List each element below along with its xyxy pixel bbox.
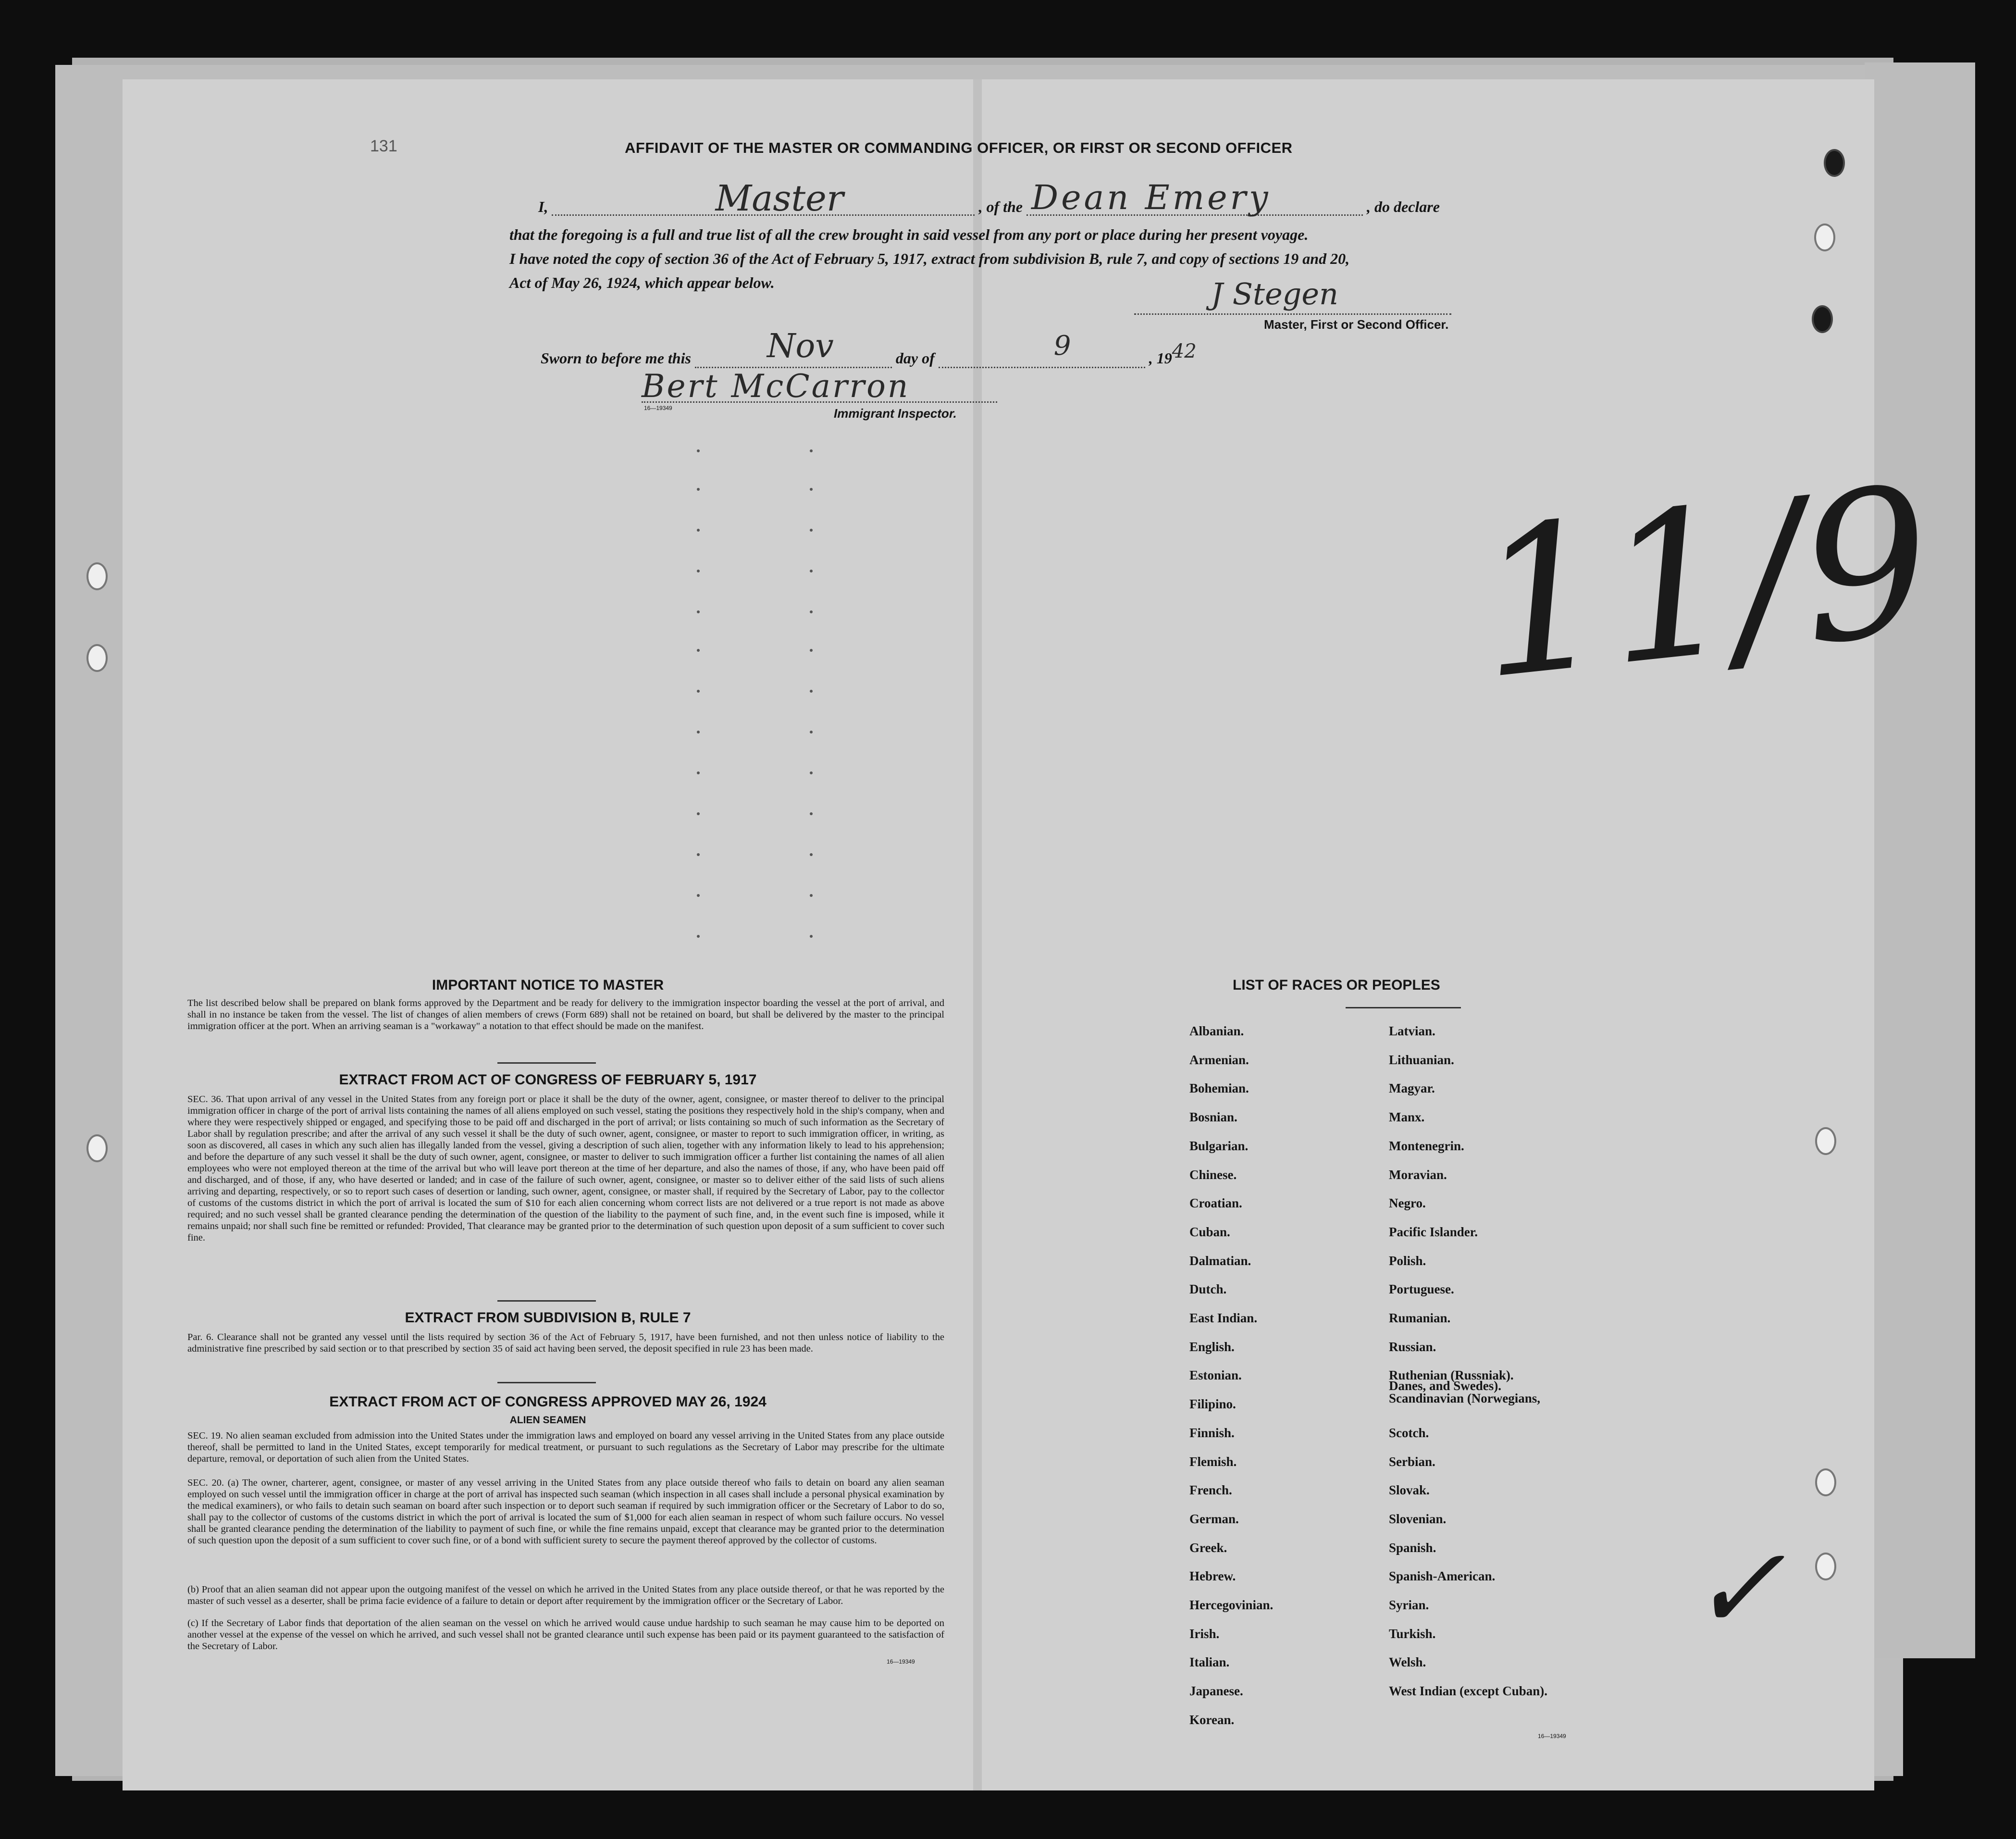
race-item: Turkish. xyxy=(1389,1626,1436,1641)
race-item: Flemish. xyxy=(1189,1454,1237,1469)
master-signature: J Stegen xyxy=(1211,276,1338,311)
notice-heading: IMPORTANT NOTICE TO MASTER xyxy=(432,977,664,993)
race-item: Polish. xyxy=(1389,1253,1426,1268)
faint-dot xyxy=(697,853,700,856)
faint-dot xyxy=(810,731,813,733)
race-item: Rumanian. xyxy=(1389,1311,1451,1325)
race-item: English. xyxy=(1189,1339,1235,1354)
race-item: Japanese. xyxy=(1189,1684,1243,1699)
race-item: Albanian. xyxy=(1189,1024,1244,1038)
rule-7-heading: EXTRACT FROM SUBDIVISION B, RULE 7 xyxy=(405,1310,691,1326)
race-item: Irish. xyxy=(1189,1626,1220,1641)
faint-dot xyxy=(810,690,813,693)
punch-hole xyxy=(1815,1127,1836,1155)
sworn-month-field xyxy=(695,327,892,368)
race-item: Negro. xyxy=(1389,1196,1426,1211)
faint-dot xyxy=(810,449,813,452)
race-item: Montenegrin. xyxy=(1389,1138,1464,1153)
right-edge-sheet xyxy=(1865,62,1975,1658)
center-fold xyxy=(973,79,982,1790)
sworn-month-handwritten: Nov xyxy=(767,327,834,365)
check-mark: ✓ xyxy=(1689,1521,1786,1656)
sec-20b-body: (b) Proof that an alien seaman did not appear upon the outgoing manifest of the vessel on which he arrived in the United States from any place outside thereof, or that he was reported by the master of such vessel as a deserter, shall be prima facie evidence of a failure to detain or deport after requirement by the immigration officer or the Secretary of Labor. xyxy=(187,1584,944,1606)
inspector-signature: Bert McCarron xyxy=(642,368,910,405)
divider xyxy=(497,1382,596,1383)
race-item: East Indian. xyxy=(1189,1311,1258,1325)
faint-dot xyxy=(697,610,700,613)
race-item: Finnish. xyxy=(1189,1425,1235,1440)
punch-hole xyxy=(1812,305,1833,333)
race-item: Estonian. xyxy=(1189,1368,1242,1383)
races-form-number: 16—19349 xyxy=(1538,1733,1566,1740)
year-prefix: , 19 xyxy=(1149,349,1172,367)
race-item: German. xyxy=(1189,1511,1239,1526)
extract-1917-body: SEC. 36. That upon arrival of any vessel in the United States from any foreign port or place it shall be the duty of the owner, agent, consignee, or master thereof to deliver to the principal immigration officer in charge of the port of arrival lists containing the names of all aliens employed on such vessel, stating the positions they respectively hold in the ship's company, when and where they were respectively shipped or engaged, and specifying those to be paid off and discharged in the port of arrival; or lists containing so much of such information as the Secretary of Labor shall by regulation prescribe; and after the arrival of any such vessel it shall be the duty of such owner, agent, consignee, or master to report to such immigration officer, in writing, as soon as discovered, all cases in which any such alien has illegally landed from the vessel, giving a description of such alien, together with any information likely to lead to his apprehension; and before the departure of any such vessel it shall be the duty of such owner, agent, consignee, or master to deliver to such immigration officer a further list containing the names of all alien employees who were not employed thereon at the time of the arrival but who will leave port thereon at the time of her departure, and also the names of those, if any, who have been paid off and discharged, and of those, if any, who have deserted or landed; and in case of the failure of such owner, agent, consignee, or master so to deliver either of the said lists of such aliens arriving and departing, respectively, or so to report such cases of desertion or landing, such owner, agent, consignee, or master shall, if required by the Secretary of Labor, pay to the collector of customs of the customs district in which the port of arrival is located the sum of $10 for each alien concerning whom correct lists are not delivered or a true report is not made as above required; and no such vessel shall be granted clearance pending the determination of the question of the liability to the payment of such fine, and, in the event such fine is imposed, while it remains unpaid; nor shall such fine be remitted or refunded: Provided, That clearance may be granted prior to the determination of such question upon deposit of a sum sufficient to cover such fine. xyxy=(187,1094,944,1243)
race-item: Bohemian. xyxy=(1189,1081,1249,1096)
race-item: Scandinavian (Norwegians, xyxy=(1389,1391,1541,1406)
document-page xyxy=(123,79,1942,1790)
race-item: Hercegovinian. xyxy=(1189,1598,1274,1612)
year-handwritten: 42 xyxy=(1172,340,1197,362)
declaration-line-3: I have noted the copy of section 36 of the Act of February 5, 1917, extract from subdivision B, rule 7, and copy of sections 19 and 20, xyxy=(509,250,1350,267)
faint-dot xyxy=(697,488,700,491)
of-the-label: , of the xyxy=(978,198,1023,215)
faint-dot xyxy=(810,570,813,572)
faint-dot xyxy=(697,449,700,452)
race-item: Ruthenian (Russniak). xyxy=(1389,1368,1514,1383)
master-name-handwritten: Master xyxy=(715,178,844,219)
race-item: Pacific Islander. xyxy=(1389,1224,1478,1239)
declaration-line-1 xyxy=(538,178,1595,219)
race-item: Cuban. xyxy=(1189,1224,1230,1239)
rule-7-body: Par. 6. Clearance shall not be granted any vessel until the lists required by section 36 of the Act of February 5, 1917, have been furnished, and not then unless notice of liability to the administrative fine prescribed by said section or to that prescribed by section 35 of said act having been served, the deposit specified in rule 23 has been made. xyxy=(187,1332,944,1354)
affidavit-title: AFFIDAVIT OF THE MASTER OR COMMANDING OFFICER, OR FIRST OR SECOND OFFICER xyxy=(625,139,1293,156)
extract-form-number: 16—19349 xyxy=(887,1658,915,1665)
race-item: West Indian (except Cuban). xyxy=(1389,1684,1548,1699)
race-item: Russian. xyxy=(1389,1339,1436,1354)
race-item: Dalmatian. xyxy=(1189,1253,1251,1268)
do-declare-label: , do declare xyxy=(1367,198,1440,215)
faint-dot xyxy=(810,853,813,856)
race-item: Armenian. xyxy=(1189,1052,1249,1067)
divider xyxy=(1346,1007,1461,1008)
faint-dot xyxy=(810,488,813,491)
stamp-number: 131 xyxy=(370,137,397,155)
date-annotation: 11/9 xyxy=(1466,443,1942,724)
affidavit-form-number: 16—19349 xyxy=(644,405,672,411)
master-name-field xyxy=(552,178,975,219)
day-of-label: day of xyxy=(895,349,935,367)
race-item: Filipino. xyxy=(1189,1397,1236,1412)
race-item: Syrian. xyxy=(1389,1598,1429,1612)
sec-19-body: SEC. 19. No alien seaman excluded from admission into the United States under the immigration laws and employed on board any vessel arriving in the United States from any place outside thereof, shall be permitted to land in the United States, except temporarily for medical treatment, or pursuant to such regulations as the Secretary of Labor may prescribe for the ultimate departure, removal, or deportation of such alien from the United States. xyxy=(187,1430,944,1464)
race-item: Welsh. xyxy=(1389,1655,1426,1670)
faint-dot xyxy=(697,812,700,815)
faint-dot xyxy=(810,894,813,897)
sworn-label: Sworn to before me this xyxy=(541,349,691,367)
race-item: Korean. xyxy=(1189,1712,1235,1727)
punch-hole xyxy=(1815,1468,1836,1496)
race-item: Hebrew. xyxy=(1189,1569,1236,1584)
race-item: Latvian. xyxy=(1389,1024,1435,1038)
divider xyxy=(497,1062,596,1064)
inspector-line xyxy=(642,401,997,403)
punch-hole xyxy=(87,644,108,672)
sworn-day-handwritten: 9 xyxy=(1053,330,1071,361)
race-item: Greek. xyxy=(1189,1540,1227,1555)
punch-hole xyxy=(1814,224,1835,251)
declaration-line-2: that the foregoing is a full and true list of all the crew brought in said vessel from any port or place during her present voyage. xyxy=(509,226,1309,243)
faint-dot xyxy=(697,894,700,897)
race-item: Slovak. xyxy=(1389,1483,1430,1498)
sec-20a-body: SEC. 20. (a) The owner, charterer, agent, consignee, or master of any vessel arriving in the United States from any place outside thereof who fails to detain on board any alien seaman employed on such vessel until the immigration officer in charge at the port of arrival has inspected such seaman (which inspection in all cases shall include a personal physical examination by the medical examiners), or who fails to detain such seaman on board after such inspection or to deport such seaman if required by such immigration officer or the Secretary of Labor to do so, shall pay to the collector of customs of the customs district in which the port of arrival is located the sum of $1,000 for each alien seaman in respect of whom such failure occurs. No vessel shall be granted clearance pending the determination of the liability to payment of such fine, or while the fine remains unpaid, except that clearance may be granted prior to the determination of such question upon the deposit of a sum sufficient to cover such fine, or of a bond with sufficient surety to secure the payment thereof approved by the collector of customs. xyxy=(187,1478,944,1546)
faint-dot xyxy=(697,935,700,938)
race-item: Bulgarian. xyxy=(1189,1138,1249,1153)
race-item: Croatian. xyxy=(1189,1196,1242,1211)
race-item: Manx. xyxy=(1389,1110,1425,1125)
race-item: Serbian. xyxy=(1389,1454,1435,1469)
race-item: Chinese. xyxy=(1189,1167,1237,1182)
notice-body: The list described below shall be prepared on blank forms approved by the Department and be ready for delivery to the immigration inspector boarding the vessel at the port of arrival, and shall in no instance be taken from the vessel. The list of changes of alien members of crews (Form 689) shall not be retained on board, but shall be delivered by the master to the principal immigration officer at the port. When an arriving seaman is a "workaway" a notation to that effect should be made on the manifest. xyxy=(187,998,944,1031)
punch-hole xyxy=(1824,149,1845,177)
sworn-line xyxy=(541,327,1406,368)
sworn-day-field xyxy=(939,330,1145,368)
alien-seamen-subheading: ALIEN SEAMEN xyxy=(509,1415,586,1426)
punch-hole xyxy=(87,562,108,590)
i-label: I, xyxy=(538,198,548,215)
signature-caption: Master, First or Second Officer. xyxy=(1264,317,1449,332)
divider xyxy=(497,1300,596,1302)
punch-hole xyxy=(87,1134,108,1162)
race-item: Portuguese. xyxy=(1389,1282,1454,1297)
race-item: Magyar. xyxy=(1389,1081,1435,1096)
races-heading: LIST OF RACES OR PEOPLES xyxy=(1233,977,1440,993)
sec-20c-body: (c) If the Secretary of Labor finds that deportation of the alien seaman on the vessel on which he arrived would cause undue hardship to such seaman he may cause him to be deported on another vessel at the expense of the vessel on which he arrived, and such vessel shall not be granted clearance until such expense has been paid or its payment guaranteed to the satisfaction of the Secretary of Labor. xyxy=(187,1618,944,1652)
race-item: Moravian. xyxy=(1389,1167,1447,1182)
inspector-caption: Immigrant Inspector. xyxy=(834,406,957,421)
race-item: Bosnian. xyxy=(1189,1110,1237,1125)
faint-dot xyxy=(697,649,700,652)
race-item: Lithuanian. xyxy=(1389,1052,1454,1067)
faint-dot xyxy=(810,649,813,652)
faint-dot xyxy=(810,610,813,613)
faint-dot xyxy=(697,690,700,693)
faint-dot xyxy=(810,935,813,938)
extract-1917-heading: EXTRACT FROM ACT OF CONGRESS OF FEBRUARY 5, 1917 xyxy=(339,1072,757,1088)
race-item: Danes, and Swedes). xyxy=(1389,1379,1502,1393)
faint-dot xyxy=(697,771,700,774)
faint-dot xyxy=(810,812,813,815)
race-item: Spanish. xyxy=(1389,1540,1436,1555)
race-item: Slovenian. xyxy=(1389,1511,1447,1526)
punch-hole xyxy=(1815,1553,1836,1580)
extract-1924-heading: EXTRACT FROM ACT OF CONGRESS APPROVED MAY 26, 1924 xyxy=(329,1394,767,1410)
faint-dot xyxy=(810,529,813,532)
faint-dot xyxy=(810,771,813,774)
declaration-line-4: Act of May 26, 1924, which appear below. xyxy=(509,274,775,291)
signature-line xyxy=(1134,313,1451,315)
race-item: Scotch. xyxy=(1389,1425,1429,1440)
race-item: Dutch. xyxy=(1189,1282,1227,1297)
vessel-name-handwritten: Dean Emery xyxy=(1031,178,1271,217)
faint-dot xyxy=(697,731,700,733)
vessel-name-field xyxy=(1027,178,1363,217)
race-item: Spanish-American. xyxy=(1389,1569,1496,1584)
race-item: Italian. xyxy=(1189,1655,1230,1670)
race-item: French. xyxy=(1189,1483,1232,1498)
faint-dot xyxy=(697,529,700,532)
faint-dot xyxy=(697,570,700,572)
